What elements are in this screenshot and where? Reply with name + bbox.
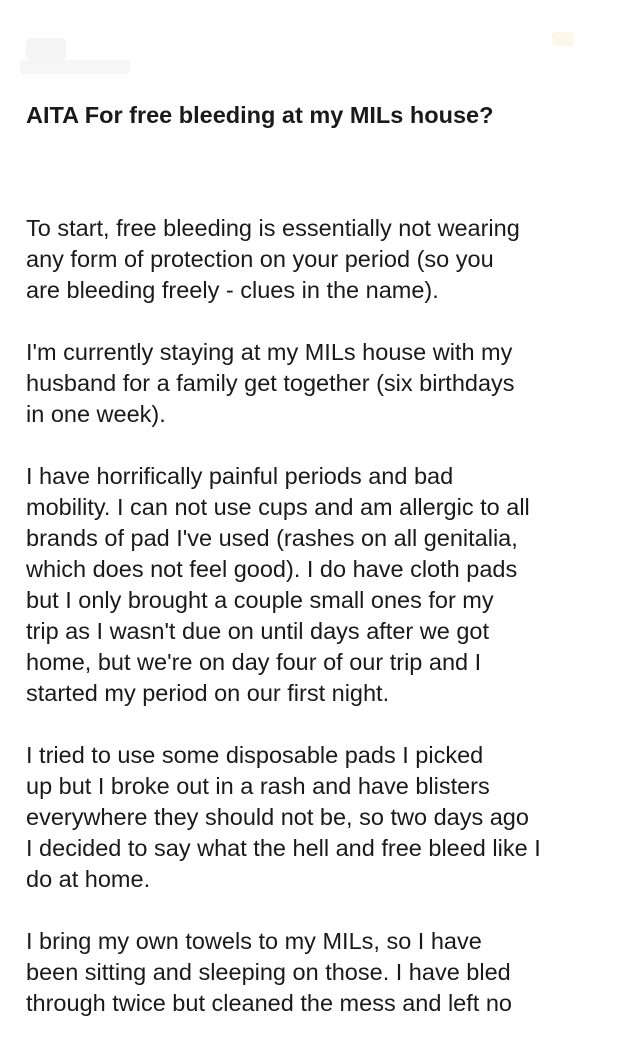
body-line: which does not feel good). I do have cloth pads [26, 556, 518, 582]
body-paragraph [26, 337, 616, 430]
body-line: home, but we're on day four of our trip and I [26, 649, 482, 675]
body-line: been sitting and sleeping on those. I have bled [26, 959, 511, 985]
body-line: everywhere they should not be, so two days ago [26, 804, 529, 830]
body-line: husband for a family get together (six birthdays [26, 370, 515, 396]
body-line: through twice but cleaned the mess and left no [26, 990, 512, 1016]
body-line: any form of protection on your period (so you [26, 246, 494, 272]
body-line: I have horrifically painful periods and bad [26, 463, 454, 489]
menu-icon[interactable] [552, 32, 574, 46]
body-line: started my period on our first night. [26, 680, 390, 706]
body-line: To start, free bleeding is essentially not wearing [26, 215, 520, 241]
body-line: are bleeding freely - clues in the name). [26, 277, 439, 303]
body-line: but I only brought a couple small ones for my [26, 587, 494, 613]
body-paragraph [26, 926, 616, 1019]
top-bar [0, 0, 622, 90]
body-line: brands of pad I've used (rashes on all genitalia, [26, 525, 518, 551]
body-line: I'm currently staying at my MILs house with my [26, 339, 513, 365]
app-logo-icon [26, 38, 66, 60]
body-line: in one week). [26, 401, 166, 427]
body-paragraph [26, 461, 616, 709]
body-line: do at home. [26, 866, 151, 892]
body-line: I tried to use some disposable pads I picked [26, 742, 484, 768]
body-line: up but I broke out in a rash and have blisters [26, 773, 490, 799]
body-paragraph [26, 213, 616, 306]
body-line: I decided to say what the hell and free bleed like I [26, 835, 541, 861]
body-line: trip as I wasn't due on until days after we got [26, 618, 489, 644]
post-title: AITA For free bleeding at my MILs house? [26, 102, 494, 128]
body-line: mobility. I can not use cups and am allergic to all [26, 494, 530, 520]
body-line: I bring my own towels to my MILs, so I have [26, 928, 482, 954]
post-body [26, 213, 616, 1050]
body-paragraph [26, 740, 616, 895]
app-name-placeholder [20, 60, 130, 74]
